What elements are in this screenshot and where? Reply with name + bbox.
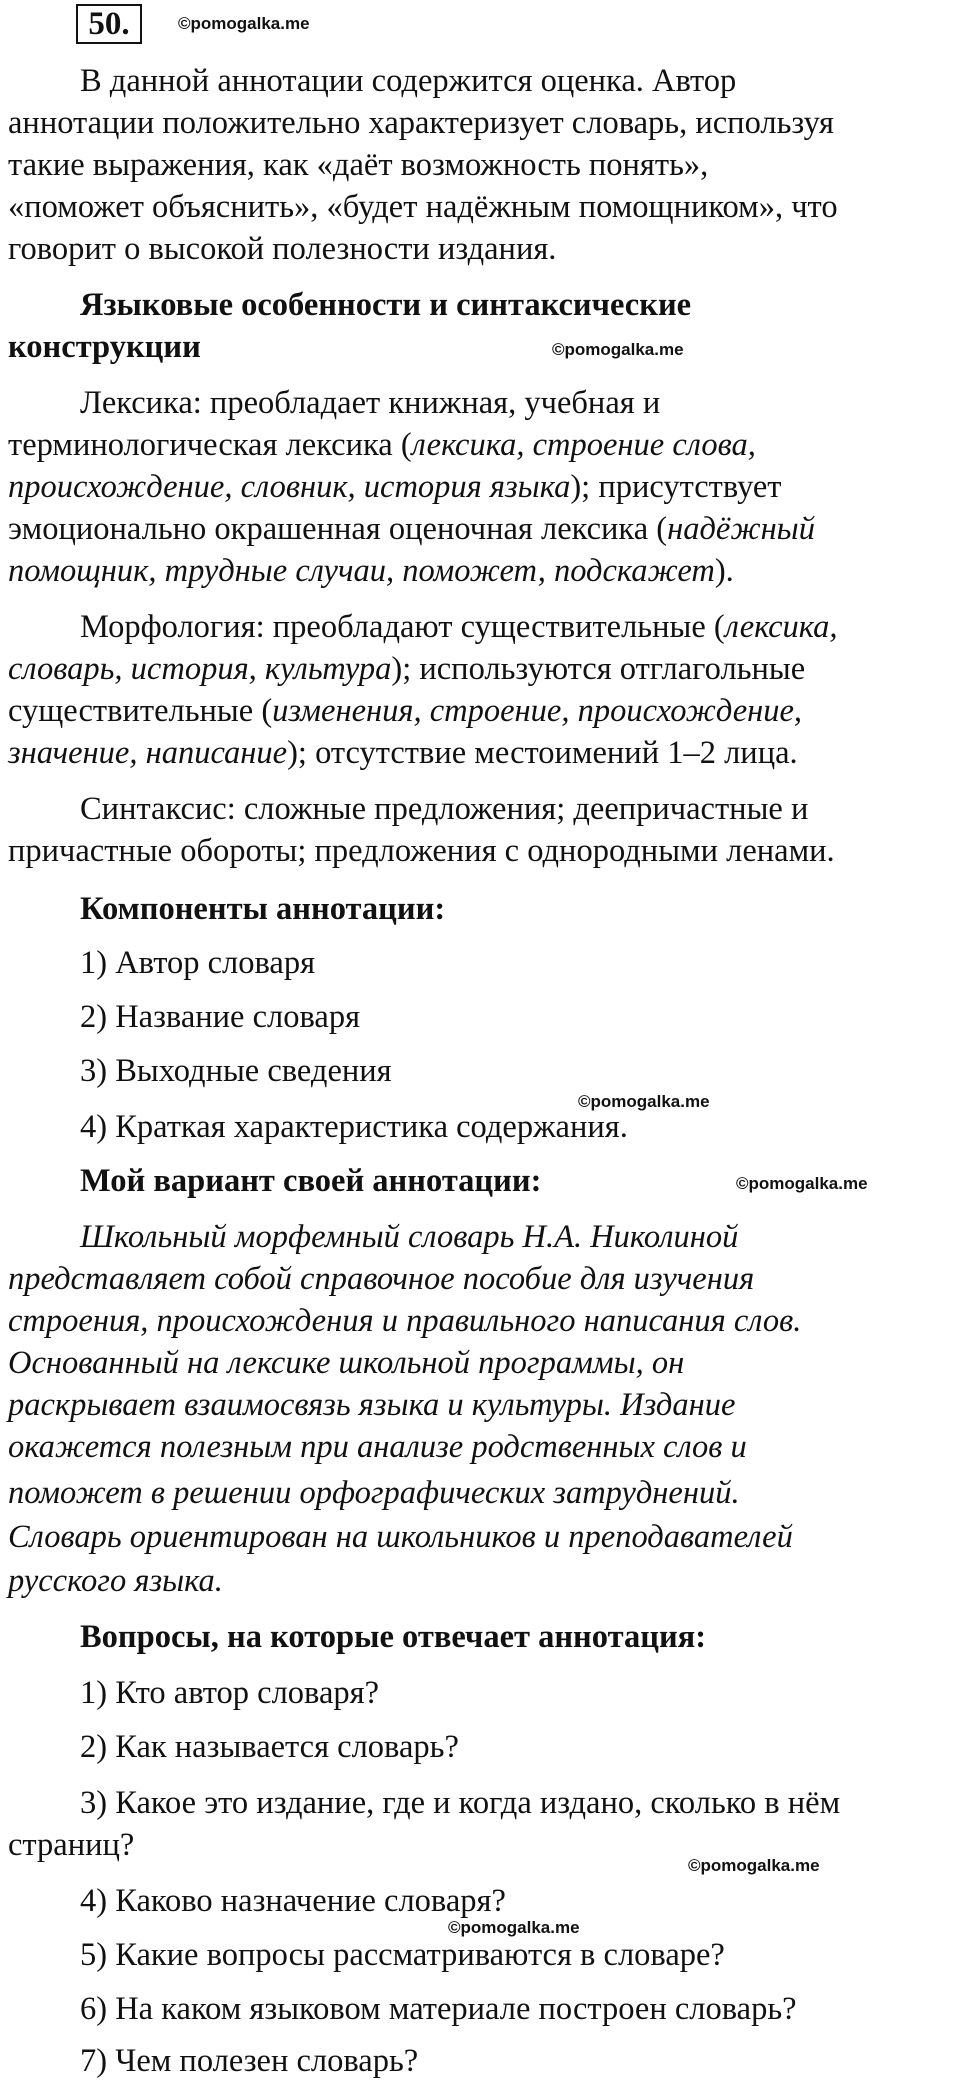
variant-line: русского языка.	[8, 1563, 223, 1599]
task-number: 50.	[76, 4, 142, 44]
component-item: 3) Выходные сведения	[80, 1053, 392, 1089]
variant-line: раскрывает взаимосвязь языка и культуры. Издание	[8, 1387, 736, 1423]
features-heading: конструкции	[8, 329, 201, 365]
question-item: 3) Какое это издание, где и когда издано, сколько в нём	[80, 1785, 841, 1821]
watermark: ©pomogalka.me	[448, 1918, 580, 1937]
watermark: ©pomogalka.me	[688, 1856, 820, 1875]
variant-line: Основанный на лексике школьной программы, он	[8, 1345, 685, 1381]
intro-line: аннотации положительно характеризует словарь, используя	[8, 105, 834, 141]
morphology-line: существительные (изменения, строение, происхождение,	[8, 693, 803, 729]
lexis-line: эмоционально окрашенная оценочная лексика (надёжный	[8, 511, 815, 547]
morphology-line: Морфология: преобладают существительные (лексика,	[80, 609, 838, 645]
lexis-line: терминологическая лексика (лексика, строение слова,	[8, 427, 756, 463]
question-item: 5) Какие вопросы рассматриваются в словаре?	[80, 1937, 725, 1973]
lexis-line: происхождение, словник, история языка); присутствует	[8, 469, 782, 505]
intro-line: говорит о высокой полезности издания.	[8, 231, 557, 267]
variant-line: окажется полезным при анализе родственных слов и	[8, 1429, 747, 1465]
variant-line: поможет в решении орфографических затруднений.	[8, 1475, 740, 1511]
question-item: 7) Чем полезен словарь?	[80, 2043, 419, 2079]
variant-line: представляет собой справочное пособие для изучения	[8, 1261, 755, 1297]
lexis-line: помощник, трудные случаи, поможет, подскажет).	[8, 553, 734, 589]
variant-line: строения, происхождения и правильного написания слов.	[8, 1303, 802, 1339]
question-item: страниц?	[8, 1827, 135, 1863]
variant-line: Школьный морфемный словарь Н.А. Николиной	[80, 1219, 739, 1255]
question-item: 2) Как называется словарь?	[80, 1729, 459, 1765]
watermark: ©pomogalka.me	[736, 1174, 868, 1193]
watermark: ©pomogalka.me	[178, 14, 310, 33]
components-heading: Компоненты аннотации:	[80, 891, 446, 927]
questions-heading: Вопросы, на которые отвечает аннотация:	[80, 1619, 707, 1655]
component-item: 2) Название словаря	[80, 999, 361, 1035]
component-item: 4) Краткая характеристика содержания.	[80, 1109, 628, 1145]
intro-line: такие выражения, как «даёт возможность понять»,	[8, 147, 709, 183]
variant-heading: Мой вариант своей аннотации:	[80, 1163, 542, 1199]
syntax-line: Синтаксис: сложные предложения; деепричастные и	[80, 791, 809, 827]
features-heading: Языковые особенности и синтаксические	[80, 287, 692, 323]
intro-line: В данной аннотации содержится оценка. Автор	[80, 63, 737, 99]
lexis-line: Лексика: преобладает книжная, учебная и	[80, 385, 661, 421]
variant-line: Словарь ориентирован на школьников и преподавателей	[8, 1519, 793, 1555]
morphology-line: значение, написание); отсутствие местоимений 1–2 лица.	[8, 735, 798, 771]
syntax-line: причастные обороты; предложения с однородными ленами.	[8, 833, 835, 869]
question-item: 1) Кто автор словаря?	[80, 1675, 380, 1711]
component-item: 1) Автор словаря	[80, 945, 316, 981]
morphology-line: словарь, история, культура); используются отглагольные	[8, 651, 806, 687]
intro-line: «поможет объяснить», «будет надёжным помощником», что	[8, 189, 838, 225]
watermark: ©pomogalka.me	[578, 1092, 710, 1111]
watermark: ©pomogalka.me	[552, 340, 684, 359]
question-item: 4) Каково назначение словаря?	[80, 1883, 506, 1919]
question-item: 6) На каком языковом материале построен словарь?	[80, 1991, 797, 2027]
